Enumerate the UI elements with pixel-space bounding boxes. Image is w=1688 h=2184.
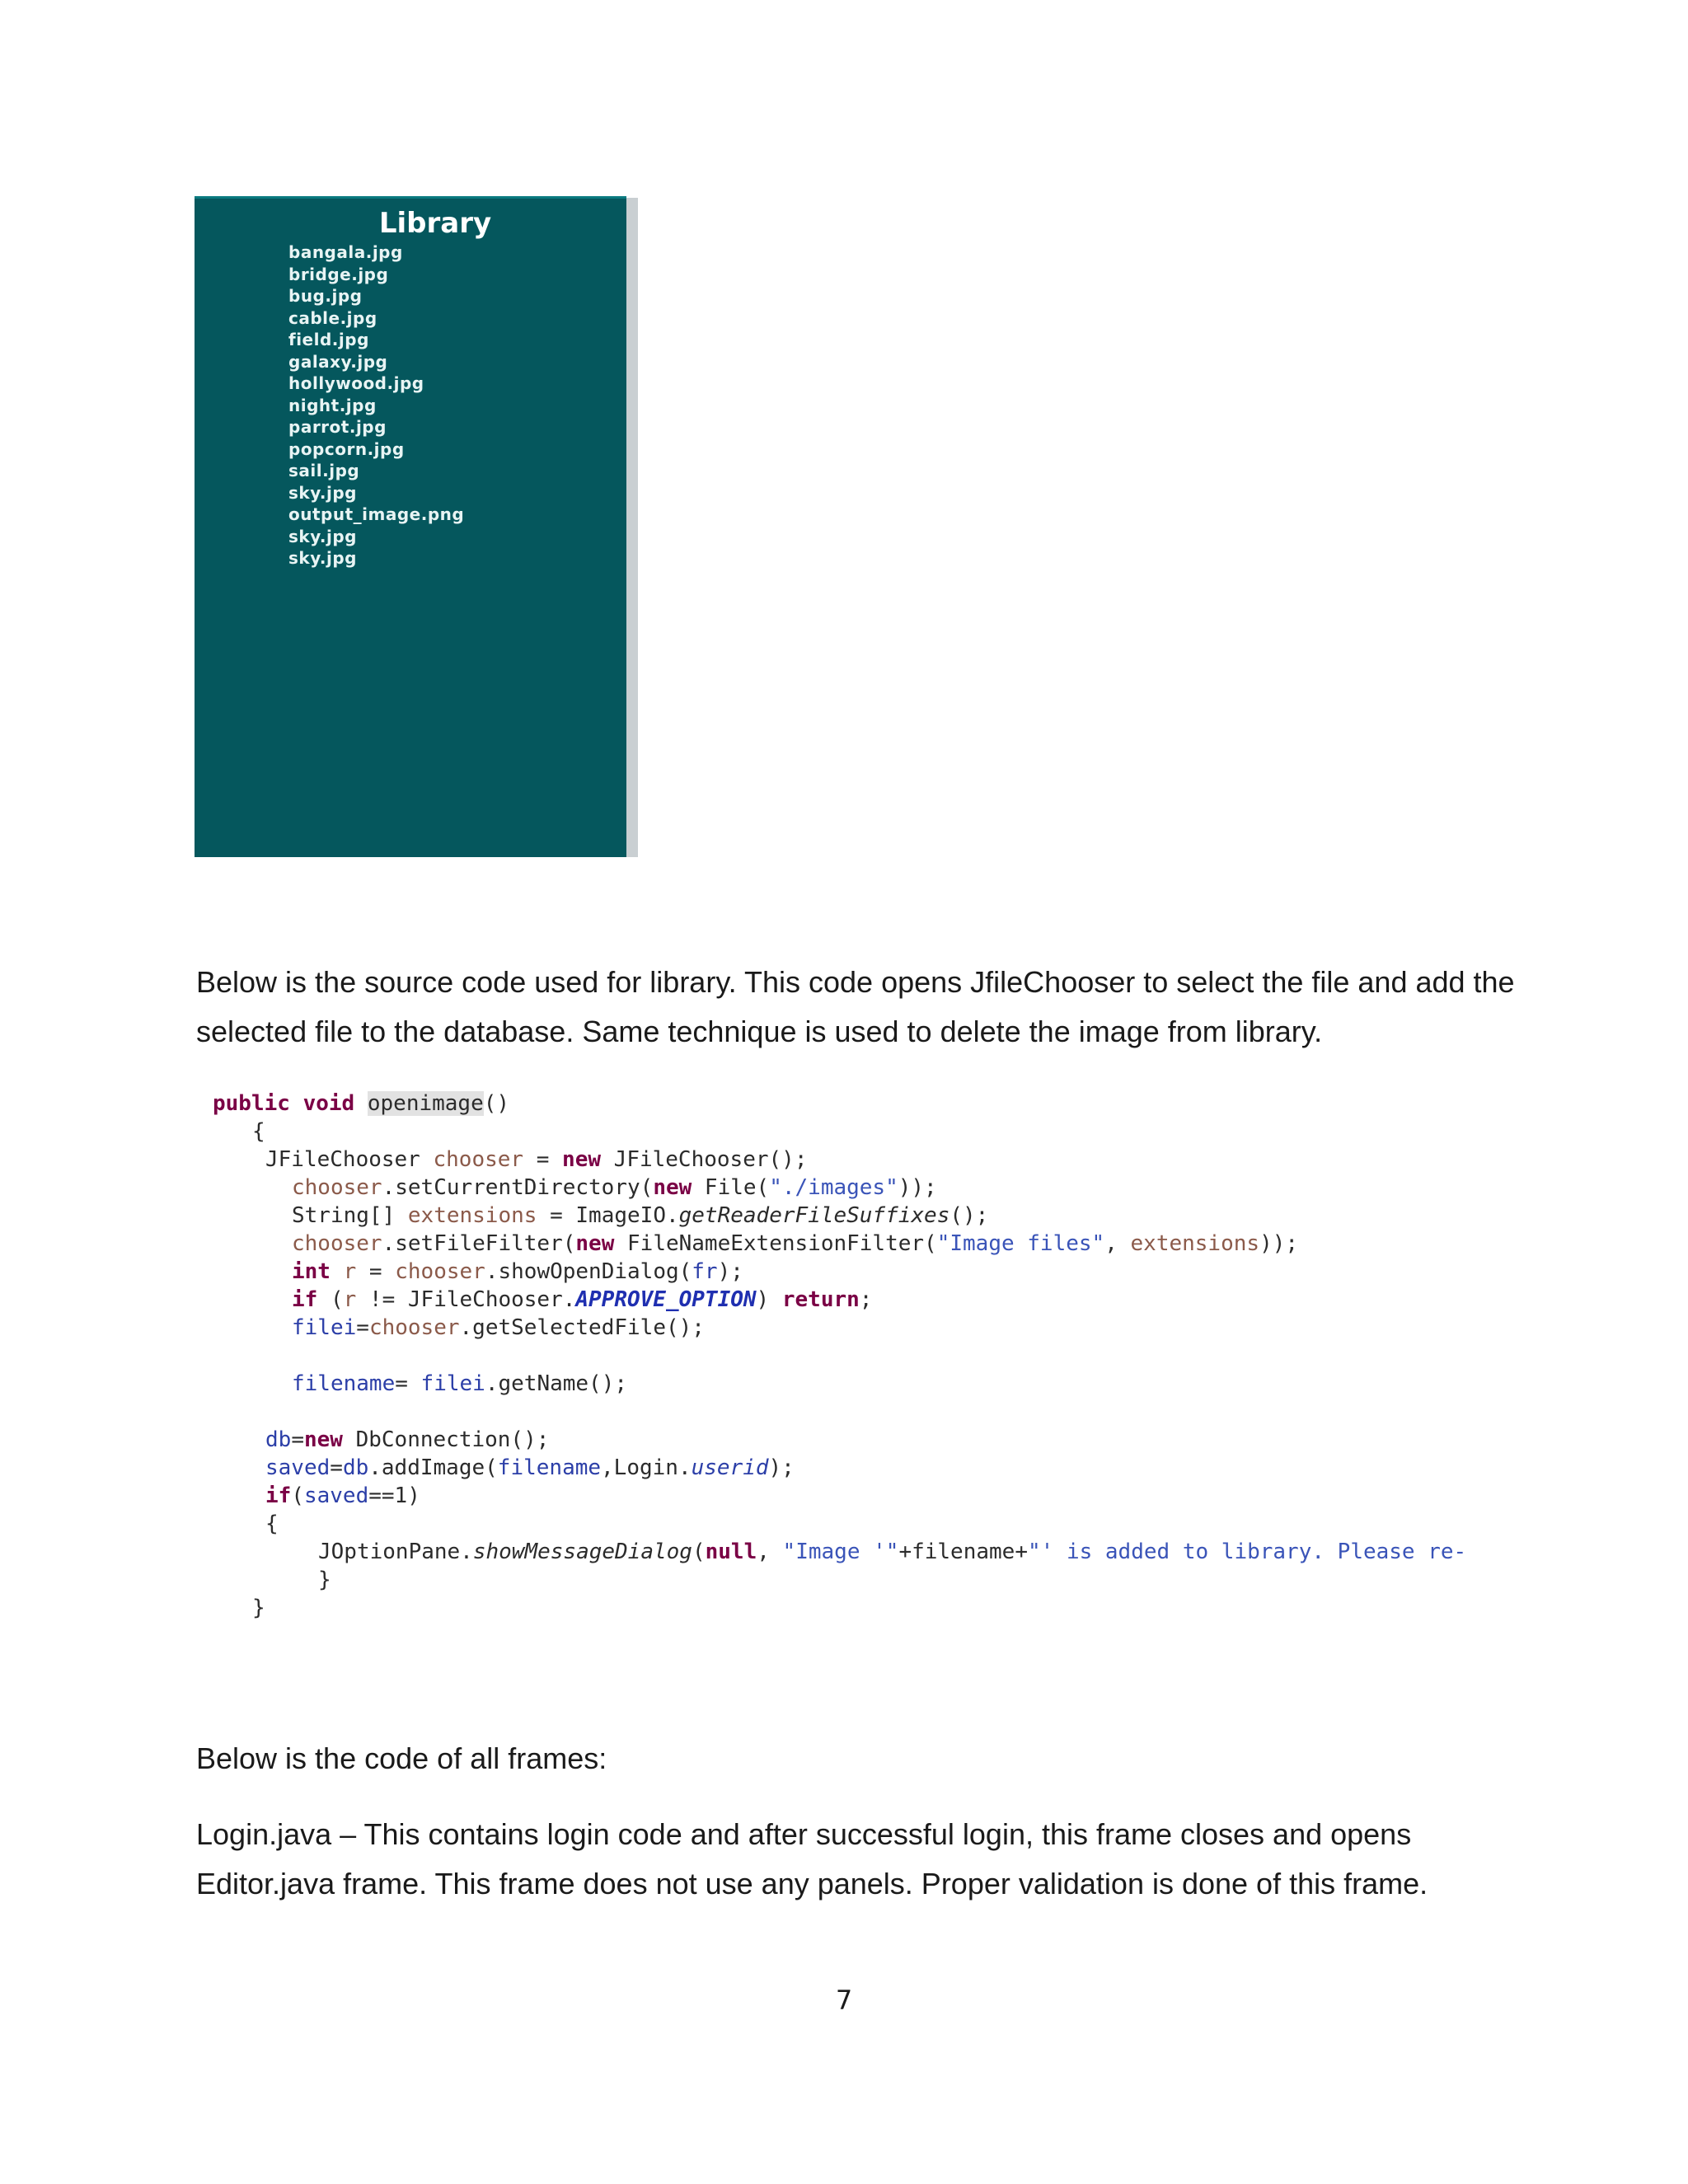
- code-line: [318, 1538, 1466, 1566]
- code-line: [252, 1594, 265, 1622]
- code-token: ();: [950, 1203, 989, 1228]
- code-token: );: [717, 1259, 743, 1284]
- code-line: [265, 1146, 807, 1174]
- code-token: new: [653, 1175, 692, 1200]
- code-token: (: [692, 1540, 706, 1564]
- code-token: return: [781, 1287, 860, 1312]
- code-token: "Image files": [936, 1231, 1105, 1256]
- library-file-item[interactable]: hollywood.jpg: [288, 373, 424, 393]
- code-line: [292, 1286, 872, 1314]
- code-token: r: [343, 1259, 357, 1284]
- code-token: ,: [757, 1540, 783, 1564]
- code-token: r: [343, 1287, 357, 1312]
- code-token: = ImageIO.: [537, 1203, 679, 1228]
- code-token: =: [395, 1371, 421, 1396]
- code-token: chooser: [395, 1259, 485, 1284]
- code-token: chooser: [292, 1175, 382, 1200]
- library-file-item[interactable]: bug.jpg: [288, 286, 363, 306]
- code-token: if: [292, 1287, 318, 1312]
- code-token: null: [705, 1540, 757, 1564]
- code-token: (: [317, 1287, 344, 1312]
- code-line: [292, 1258, 743, 1286]
- library-file-item[interactable]: galaxy.jpg: [288, 351, 388, 372]
- library-file-item[interactable]: sail.jpg: [288, 461, 360, 480]
- code-token: extensions: [1130, 1231, 1260, 1256]
- library-file-item[interactable]: output_image.png: [288, 504, 465, 524]
- code-token: showMessageDialog: [472, 1540, 692, 1564]
- code-token: != JFileChooser.: [356, 1287, 576, 1312]
- code-token: fr: [692, 1259, 718, 1284]
- code-token: ,: [1104, 1231, 1131, 1256]
- code-token: filei: [292, 1315, 357, 1340]
- code-token: public: [213, 1091, 290, 1116]
- code-line: [252, 1118, 265, 1146]
- library-file-item[interactable]: field.jpg: [288, 330, 369, 349]
- code-token: chooser: [433, 1147, 524, 1172]
- code-token: db: [265, 1427, 292, 1452]
- code-token: JOptionPane.: [318, 1540, 473, 1564]
- intro-paragraph: Below is the source code used for library. This code opens JfileChooser to select the file and add the selected file to the database. Same technique is used to delete the image from library.: [196, 965, 1515, 1048]
- code-token: ));: [898, 1175, 937, 1200]
- code-token: (): [483, 1091, 510, 1116]
- code-token: ==1): [368, 1483, 420, 1508]
- code-line: [292, 1314, 705, 1342]
- code-token: "Image '": [782, 1540, 899, 1564]
- code-token: (: [291, 1483, 304, 1508]
- library-file-item[interactable]: sky.jpg: [288, 548, 357, 568]
- frames-heading: Below is the code of all frames:: [196, 1741, 607, 1775]
- code-token: JFileChooser();: [601, 1147, 808, 1172]
- code-token: );: [768, 1455, 795, 1480]
- code-token: void: [302, 1091, 355, 1116]
- code-token: saved: [265, 1455, 331, 1480]
- code-token: new: [575, 1231, 615, 1256]
- code-token: saved: [303, 1483, 369, 1508]
- code-line: [292, 1370, 627, 1398]
- code-token: {: [265, 1511, 279, 1536]
- library-title: Library: [378, 207, 492, 240]
- code-token: .getName();: [485, 1371, 628, 1396]
- code-token: chooser: [292, 1231, 382, 1256]
- code-token: {: [252, 1119, 265, 1144]
- code-token: ;: [859, 1287, 873, 1312]
- code-token: .addImage(: [368, 1455, 498, 1480]
- code-token: +filename+: [898, 1540, 1028, 1564]
- code-line: [292, 1174, 937, 1202]
- code-token: .setFileFilter(: [382, 1231, 576, 1256]
- library-file-item[interactable]: bangala.jpg: [288, 242, 403, 262]
- code-token: }: [252, 1596, 265, 1620]
- code-line: [292, 1202, 988, 1230]
- code-token: filei: [420, 1371, 485, 1396]
- code-token: =: [523, 1147, 563, 1172]
- code-token: filename: [497, 1455, 602, 1480]
- code-line: [265, 1426, 549, 1454]
- code-token: ): [756, 1287, 782, 1312]
- code-block: [213, 1090, 1548, 1633]
- code-token: =: [356, 1259, 396, 1284]
- code-token: .setCurrentDirectory(: [382, 1175, 654, 1200]
- library-file-item[interactable]: parrot.jpg: [288, 417, 387, 437]
- library-file-item[interactable]: sky.jpg: [288, 526, 357, 546]
- library-file-item[interactable]: night.jpg: [288, 395, 377, 415]
- library-file-list: [288, 241, 464, 569]
- page-number: 7: [835, 1985, 853, 2016]
- library-file-item[interactable]: popcorn.jpg: [288, 438, 405, 459]
- code-token: extensions: [407, 1203, 537, 1228]
- code-token: int: [292, 1259, 331, 1284]
- code-token: if: [265, 1483, 292, 1508]
- code-token: new: [562, 1147, 602, 1172]
- code-line: [265, 1454, 795, 1482]
- code-token: ,Login.: [601, 1455, 692, 1480]
- code-token: =: [356, 1315, 369, 1340]
- code-token: DbConnection();: [342, 1427, 550, 1452]
- library-panel-edge: [626, 198, 638, 857]
- code-token: }: [318, 1568, 331, 1592]
- code-line: [292, 1230, 1298, 1258]
- code-token: chooser: [368, 1315, 460, 1340]
- code-token: .showOpenDialog(: [485, 1259, 692, 1284]
- code-token: ));: [1259, 1231, 1299, 1256]
- code-token: APPROVE_OPTION: [575, 1287, 757, 1312]
- code-line: [318, 1566, 331, 1594]
- code-line: [265, 1482, 420, 1510]
- library-file-item[interactable]: cable.jpg: [288, 307, 377, 328]
- library-file-item[interactable]: sky.jpg: [288, 482, 357, 503]
- code-token: .getSelectedFile();: [459, 1315, 705, 1340]
- code-token: "' is added to library. Please re-: [1027, 1540, 1467, 1564]
- code-token: File(: [692, 1175, 770, 1200]
- login-description: Login.java – This contains login code and after successful login, this frame closes and opens Editor.java frame. This frame does not use any panels. Proper validation is done of this frame.: [196, 1817, 1428, 1900]
- code-token: =: [291, 1427, 304, 1452]
- code-line: [265, 1510, 279, 1538]
- code-token: String[]: [292, 1203, 396, 1228]
- code-token: getReaderFileSuffixes: [678, 1203, 950, 1228]
- code-token: openimage: [367, 1091, 484, 1116]
- code-token: db: [342, 1455, 369, 1480]
- code-token: JFileChooser: [265, 1147, 420, 1172]
- code-token: FileNameExtensionFilter(: [614, 1231, 937, 1256]
- code-line: [213, 1090, 509, 1118]
- code-token: "./images": [769, 1175, 898, 1200]
- code-token: =: [330, 1455, 343, 1480]
- library-panel: [195, 196, 626, 857]
- code-token: new: [303, 1427, 343, 1452]
- library-file-item[interactable]: bridge.jpg: [288, 264, 389, 284]
- code-token: userid: [691, 1455, 769, 1480]
- code-token: filename: [292, 1371, 396, 1396]
